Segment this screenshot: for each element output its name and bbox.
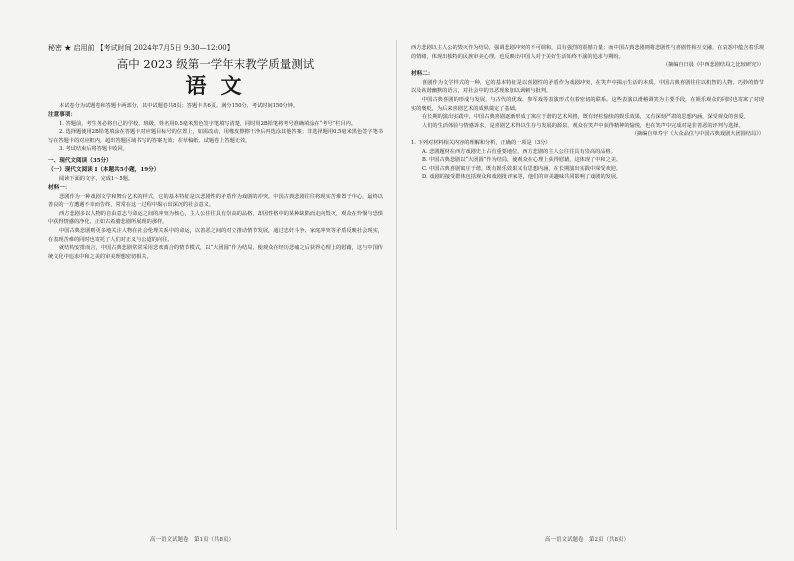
left-footer: 高一语文试题卷 第1页（共8页） bbox=[150, 537, 234, 543]
note-item: 1. 答题前，考生务必将自己的学校、班级、姓名用0.5毫米黑色签字笔填写清楚，同时用2B铅笔将考号准确填涂在“考号”栏目内。 bbox=[59, 120, 357, 127]
instruction: 阅读下面的文字，完成1～5题。 bbox=[59, 175, 134, 182]
right-page bbox=[397, 0, 794, 561]
material2-label: 材料二： bbox=[411, 70, 434, 77]
material1-paragraph: 悲剧作为一种戏剧文学和舞台艺术的样式，它的基本特征是以悲剧性的矛盾作为戏剧的冲突。中国古典悲剧往往将现实苦难置于中心，最终以善良的一方遭遇不幸而告终，常常在这一过程中揭示出深沉的社会意义。 bbox=[48, 193, 383, 209]
material1-paragraph: 中国古典悲剧则更多地关注人物在社会伦理关系中的命运，以善恶之间的对立推动情节发展，通过忠奸斗争、家庭冲突等矛盾反映社会现实，在表现苦难的同时也寄托了人们对正义与公道的向往。 bbox=[48, 227, 383, 243]
source-1: （摘编自曰晨《中西悲剧结局之比较研究》） bbox=[662, 62, 764, 69]
question-1-option-a: A. 悲剧题材在西方戏剧史上占有重要地位，西方悲剧的主人公往往具有崇高的品格。 bbox=[422, 148, 616, 155]
exam-title: 高中 2023 级第一学年末教学质量测试 bbox=[116, 57, 315, 71]
material2-paragraph: 喜剧作为文学样式的一种，它的基本特征是以喜剧性的矛盾作为戏剧冲突，在笑声中揭示生活的本质。中国古典喜剧往往以机智的人物、巧妙的情节以及诙谐幽默的语言，对社会中的丑恶现象加以讽刺与批判。 bbox=[411, 79, 764, 95]
question-1-option-c: C. 中国古典喜剧寓庄于谐，既有娱乐效果又有思想内涵，在长期演出实践中深受欢迎。 bbox=[422, 165, 622, 172]
material1-paragraph: 西方悲剧多以人物的自由意志与命运之间的冲突为核心，主人公往往具有崇高的品格，却因性格中的某种缺陷而走向毁灭，观众在怜悯与恐惧中获得情感的净化，正如古希腊悲剧所展现的那样。 bbox=[48, 210, 383, 226]
material1-label: 材料一： bbox=[48, 184, 71, 191]
question-1-stem: 1. 下列对材料相关内容的理解和分析，正确的一项是（3分） bbox=[411, 139, 551, 146]
notice-heading: 注意事项： bbox=[48, 111, 76, 118]
section-heading: 一、现代文阅读（35分） bbox=[48, 157, 112, 164]
paper-info: 本试卷分为试题卷和答题卡两部分，其中试题卷共8页；答题卡共6页。满分150分，考试时间150分钟。 bbox=[59, 103, 299, 109]
sub-heading: （一）现代文阅读 I（本题共5小题，19分） bbox=[48, 166, 160, 173]
material2-paragraph: 在长期的演出实践中，中国古典喜剧逐渐形成了寓庄于谐的艺术风格，既有轻松愉快的娱乐效果，又有深刻严肃的思想内涵，深受观众的喜爱。 bbox=[422, 114, 749, 121]
source-2: （摘编自单寿宇《大众品位与中国古典戏剧大团圆结局》） bbox=[631, 131, 764, 138]
subject-title: 语文 bbox=[185, 73, 256, 98]
question-1-option-d: D. 戏剧的接受群体包括观众和戏剧批评家等，他们的审美趣味共同影响了戏剧的发展。 bbox=[422, 174, 622, 181]
secret-line: 秘密 ★ 启用前 【考试时间 2024年7月5日 9:30—12:00】 bbox=[48, 44, 234, 52]
note-item: 2. 选择题使用2B铅笔填涂在答题卡对应题目标号的位置上，如需改动，用橡皮擦擦干净后再选涂其他答案；非选择题用0.5毫米黑色签字笔书写在答题卡的对应框内，超出答题区域书写的答案无效；在草稿纸、试题卷上答题无效。 bbox=[48, 129, 383, 144]
note-item: 3. 考试结束后将答题卡收回。 bbox=[59, 146, 128, 153]
right-footer: 高一语文试题卷 第2页（共8页） bbox=[545, 537, 629, 543]
material2-paragraph: 中国古典喜剧的形成与发展，与古代的优戏、参军戏等表演形式有着密切的联系。这些表演以滑稽调笑为主要手段，在娱乐观众的同时也寄寓了对现实的褒贬，为后来喜剧艺术的成熟奠定了基础。 bbox=[411, 96, 764, 112]
material1-paragraph: 就结构安排而言，中国古典悲剧常常采用悲欢离合的情节模式，以“大团圆”作为结局，使观众在经历悲痛之后获得心理上的慰藉，这与中国传统文化中追求中和之美的审美理想密切相关。 bbox=[48, 245, 383, 260]
material2-paragraph: 人们的生活体验与情感诉求，是喜剧艺术得以生存与发展的源泉，观众在笑声中获得精神的愉悦，也在笑声中完成对是非善恶的评判与选择。 bbox=[422, 122, 744, 129]
question-1-option-b: B. 中国古典悲剧以“大团圆”作为结局，使观众在心理上获得慰藉，这体现了中和之美。 bbox=[422, 157, 622, 164]
material1-continued: 西方悲剧以主人公的毁灭作为结局，强调悲剧冲突的不可调和，具有强烈的震撼力量；而中国古典悲剧则将悲剧性与喜剧性相互交融，在哀怨中蕴含着乐观的情绪，体现出独特的民族审美心理，也反映出中国人对于美好生活始终不渝的追求与期盼。 bbox=[411, 45, 764, 60]
